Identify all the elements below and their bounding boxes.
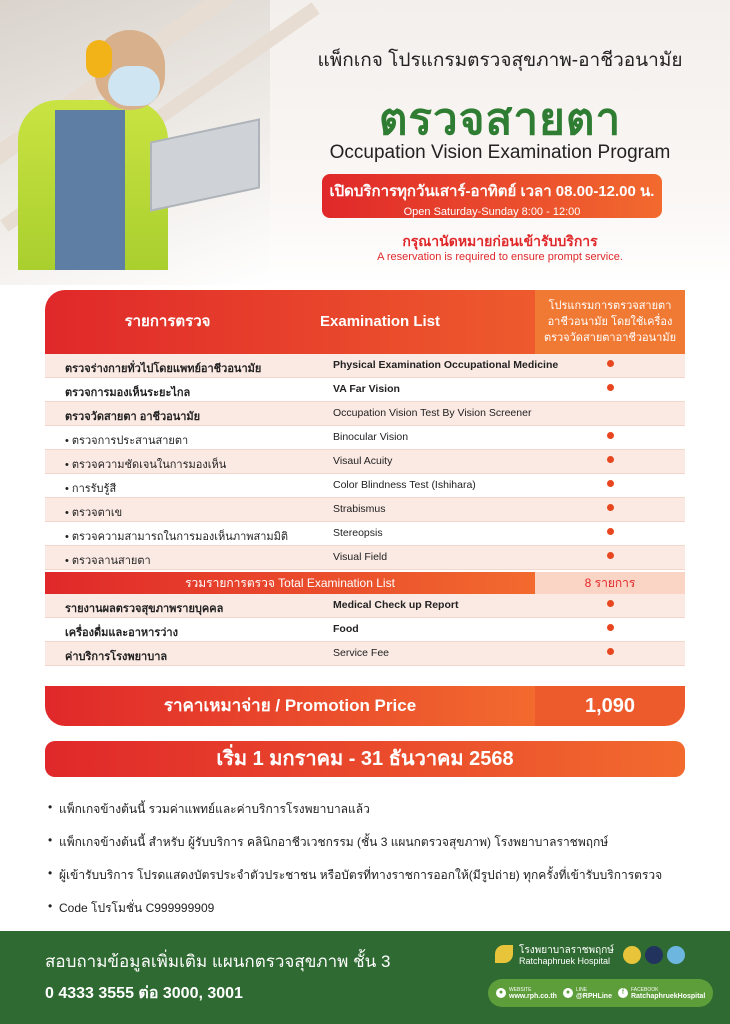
row-check-cell [535,522,685,545]
row-check-cell [535,618,685,641]
reservation-thai: กรุณานัดหมายก่อนเข้ารับบริการ [402,233,598,249]
row-english: Visaul Acuity [333,455,393,467]
included-dot-icon [607,648,614,655]
total-count: 8 รายการ [535,572,685,594]
row-english: Visual Field [333,551,388,563]
table-header [45,290,685,354]
included-dot-icon [607,432,614,439]
table-row [45,426,685,450]
leaf-icon [495,945,513,963]
row-thai: • ตรวจความสามารถในการมองเห็นภาพสามมิติ [65,531,289,543]
line-icon: ● [563,988,573,998]
globe-icon: ● [496,988,506,998]
contact-heading: สอบถามข้อมูลเพิ่มเติม แผนกตรวจสุขภาพ ชั้น 3 [45,952,391,971]
row-thai: • การรับรู้สี [65,483,117,495]
opening-hours-box [322,174,662,218]
note-item: • ผู้เข้ารับบริการ โปรดแสดงบัตรประจำตัวประชาชน หรือบัตรที่ทางราชการออกให้(มีรูปถ่าย) ทุกครั้งที่เข้ารับบริการตรวจ [48,866,663,882]
table-row [45,594,685,618]
table-row [45,522,685,546]
logo-english: Ratchaphruek Hospital [519,956,611,966]
price-value: 1,090 [535,686,685,726]
row-english: Occupation Vision Test By Vision Screener [333,407,532,419]
line-link[interactable]: ● LINE @RPHLine [563,987,612,1000]
included-dot-icon [607,384,614,391]
row-thai: ตรวจการมองเห็นระยะไกล [65,387,191,399]
footer [0,931,730,1024]
row-thai: ค่าบริการโรงพยาบาล [65,651,168,663]
row-english: Food [333,623,359,635]
program-subtitle: Occupation Vision Examination Program [329,142,671,163]
notes-list [48,800,708,932]
worker-photo [0,0,270,285]
included-dot-icon [607,624,614,631]
contact-phone[interactable]: 0 4333 3555 ต่อ 3000, 3001 [45,985,243,1002]
hours-english: Open Saturday-Sunday 8:00 - 12:00 [403,206,581,218]
social-links [488,979,713,1007]
table-row [45,474,685,498]
table-row [45,450,685,474]
facebook-icon: f [618,988,628,998]
table-row [45,378,685,402]
row-thai: รายงานผลตรวจสุขภาพรายบุคคล [65,603,224,615]
row-english: Medical Check up Report [333,599,459,611]
table-row [45,642,685,666]
included-dot-icon [607,480,614,487]
note-item: • แพ็กเกจข้างต้นนี้ สำหรับ ผู้รับบริการ คลินิกอาชีวเวชกรรม (ชั้น 3 แผนกตรวจสุขภาพ) โรงพยาบาลราชพฤกษ์ [48,833,609,849]
accreditation-seal-icon [645,946,663,964]
facebook-link[interactable]: f FACEBOOK RatchaphruekHospital [618,987,705,1000]
row-thai: ตรวจวัดสายตา อาชีวอนามัย [65,411,201,423]
row-check-cell [535,546,685,569]
row-thai: • ตรวจตาเข [65,507,123,519]
included-dot-icon [607,360,614,367]
row-english: Service Fee [333,647,390,659]
row-thai: • ตรวจความชัดเจนในการมองเห็น [65,459,227,471]
website-link[interactable]: ● WEBSITE www.rph.co.th [496,987,557,1000]
row-english: Strabismus [333,503,386,515]
row-check-cell [535,354,685,377]
table-row [45,402,685,426]
header-english: Examination List [320,313,441,330]
table-row [45,546,685,570]
row-check-cell [535,474,685,497]
row-check-cell [535,378,685,401]
row-check-cell [535,426,685,449]
award-seal-icon [623,946,641,964]
row-check-cell [535,594,685,617]
promotion-period: เริ่ม 1 มกราคม - 31 ธันวาคม 2568 [45,741,685,777]
main-title: ตรวจสายตา [378,95,622,144]
header-program: โปรแกรมการตรวจสายตา อาชีวอนามัย โดยใช้เครื่อง ตรวจวัดสายตาอาชีวอนามัย [535,290,685,354]
hospital-logo [495,943,695,973]
row-thai: ตรวจร่างกายทั่วไปโดยแพทย์อาชีวอนามัย [65,363,262,375]
price-label: ราคาเหมาจ่าย / Promotion Price [45,686,535,726]
hero-banner [0,0,730,285]
price-row [45,686,685,726]
row-thai: • ตรวจการประสานสายตา [65,435,189,447]
included-dot-icon [607,528,614,535]
hours-thai: เปิดบริการทุกวันเสาร์-อาทิตย์ เวลา 08.00-12.00 น. [329,183,655,200]
included-dot-icon [607,552,614,559]
table-row [45,498,685,522]
row-check-cell [535,642,685,665]
row-english: Stereopsis [333,527,383,539]
logo-thai: โรงพยาบาลราชพฤกษ์ [519,945,614,956]
note-item: • แพ็กเกจข้างต้นนี้ รวมค่าแพทย์และค่าบริการโรงพยาบาลแล้ว [48,800,370,816]
package-title: แพ็กเกจ โปรแกรมตรวจสุขภาพ-อาชีวอนามัย [317,50,683,71]
table-row [45,354,685,378]
row-english: Physical Examination Occupational Medicine [333,359,559,371]
total-row [45,572,685,594]
included-dot-icon [607,504,614,511]
row-check-cell [535,498,685,521]
row-english: VA Far Vision [333,383,400,395]
certification-seal-icon [667,946,685,964]
note-item: • Code โปรโมชั่น C999999909 [48,899,215,915]
row-english: Binocular Vision [333,431,409,443]
row-check-cell [535,402,685,425]
row-thai: • ตรวจลานสายตา [65,555,151,567]
included-dot-icon [607,600,614,607]
header-thai: รายการตรวจ [124,313,211,330]
exam-rows [45,354,685,570]
table-row [45,618,685,642]
reservation-english: A reservation is required to ensure prompt service. [377,251,623,263]
included-dot-icon [607,456,614,463]
extra-rows [45,594,685,666]
row-thai: เครื่องดื่มและอาหารว่าง [65,627,178,639]
row-check-cell [535,450,685,473]
total-label: รวมรายการตรวจ Total Examination List [45,572,535,594]
row-english: Color Blindness Test (Ishihara) [333,479,476,491]
examination-table [45,290,685,726]
